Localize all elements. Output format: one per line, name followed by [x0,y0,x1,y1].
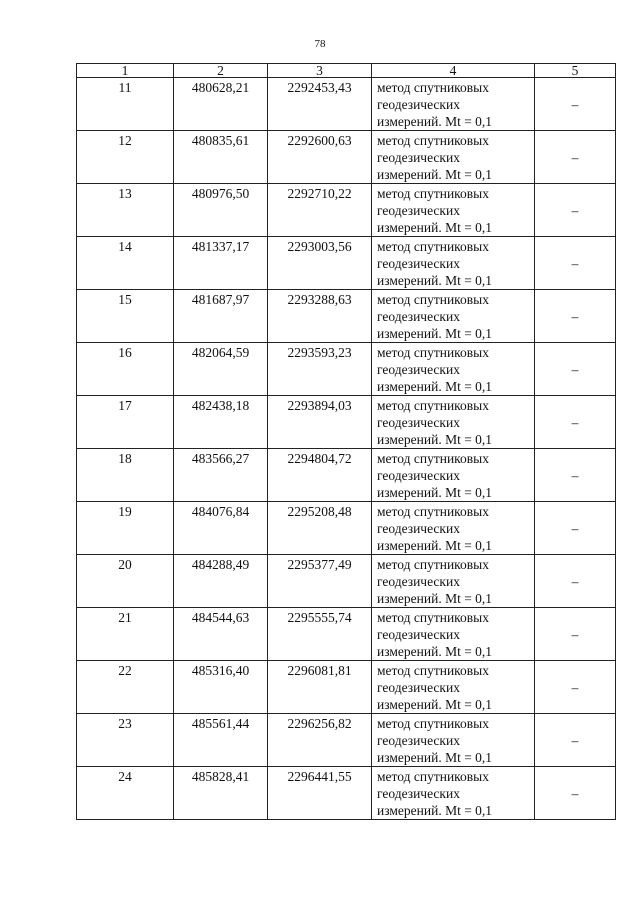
method-cell [372,343,535,396]
table-row [77,131,616,184]
x-coordinate-cell: 483566,27 [174,449,268,502]
point-number-cell: 12 [77,131,174,184]
table-row [77,290,616,343]
coordinates-table [76,63,616,820]
point-number-cell: 19 [77,502,174,555]
note-cell: – [535,661,616,714]
y-coordinate-cell: 2296256,82 [268,714,372,767]
point-number-cell: 21 [77,608,174,661]
note-cell: – [535,714,616,767]
x-coordinate-cell: 485561,44 [174,714,268,767]
header-col-3: 3 [268,64,372,78]
table-row [77,449,616,502]
y-coordinate-cell: 2293003,56 [268,237,372,290]
method-text-line: измерений. Mt = 0,1 [377,644,493,659]
method-text-line: метод спутниковых [377,769,489,784]
table-row [77,767,616,820]
table-row [77,343,616,396]
method-cell [372,555,535,608]
point-number-cell: 13 [77,184,174,237]
y-coordinate-cell: 2295377,49 [268,555,372,608]
method-text-line: метод спутниковых [377,186,489,201]
table-row [77,78,616,131]
method-text-line: метод спутниковых [377,557,489,572]
method-cell [372,78,535,131]
method-text-line: метод спутниковых [377,398,489,413]
method-text-line: геодезических [377,733,460,748]
method-text-line: геодезических [377,150,460,165]
point-number-cell: 20 [77,555,174,608]
y-coordinate-cell: 2293894,03 [268,396,372,449]
x-coordinate-cell: 480976,50 [174,184,268,237]
method-cell [372,131,535,184]
note-cell: – [535,449,616,502]
y-coordinate-cell: 2292453,43 [268,78,372,131]
page-number: 78 [314,38,326,50]
note-cell: – [535,131,616,184]
x-coordinate-cell: 481687,97 [174,290,268,343]
header-row [77,64,616,78]
method-text-line: измерений. Mt = 0,1 [377,485,493,500]
method-cell [372,661,535,714]
note-cell: – [535,767,616,820]
method-text-line: геодезических [377,256,460,271]
method-text-line: измерений. Mt = 0,1 [377,273,493,288]
y-coordinate-cell: 2296081,81 [268,661,372,714]
method-text-line: измерений. Mt = 0,1 [377,326,493,341]
method-text-line: метод спутниковых [377,451,489,466]
header-col-1: 1 [77,64,174,78]
table-header [77,64,616,78]
note-cell: – [535,502,616,555]
method-text-line: метод спутниковых [377,292,489,307]
table-body [77,78,616,820]
y-coordinate-cell: 2292710,22 [268,184,372,237]
method-text-line: измерений. Mt = 0,1 [377,432,493,447]
method-cell [372,767,535,820]
method-text-line: метод спутниковых [377,345,489,360]
method-cell [372,449,535,502]
method-text-line: измерений. Mt = 0,1 [377,697,493,712]
header-col-5: 5 [535,64,616,78]
x-coordinate-cell: 481337,17 [174,237,268,290]
y-coordinate-cell: 2293288,63 [268,290,372,343]
table-row [77,184,616,237]
y-coordinate-cell: 2294804,72 [268,449,372,502]
x-coordinate-cell: 485316,40 [174,661,268,714]
method-text-line: геодезических [377,627,460,642]
x-coordinate-cell: 480835,61 [174,131,268,184]
method-text-line: метод спутниковых [377,610,489,625]
method-cell [372,714,535,767]
method-text-line: метод спутниковых [377,504,489,519]
point-number-cell: 24 [77,767,174,820]
header-col-4: 4 [372,64,535,78]
x-coordinate-cell: 482064,59 [174,343,268,396]
method-text-line: геодезических [377,362,460,377]
point-number-cell: 22 [77,661,174,714]
method-text-line: метод спутниковых [377,663,489,678]
method-text-line: измерений. Mt = 0,1 [377,379,493,394]
point-number-cell: 23 [77,714,174,767]
x-coordinate-cell: 484076,84 [174,502,268,555]
method-text-line: метод спутниковых [377,133,489,148]
method-text-line: измерений. Mt = 0,1 [377,538,493,553]
point-number-cell: 11 [77,78,174,131]
table-row [77,661,616,714]
method-text-line: измерений. Mt = 0,1 [377,591,493,606]
y-coordinate-cell: 2293593,23 [268,343,372,396]
method-cell [372,237,535,290]
method-text-line: геодезических [377,203,460,218]
table-row [77,714,616,767]
note-cell: – [535,237,616,290]
method-text-line: геодезических [377,97,460,112]
method-text-line: измерений. Mt = 0,1 [377,750,493,765]
x-coordinate-cell: 480628,21 [174,78,268,131]
y-coordinate-cell: 2295208,48 [268,502,372,555]
method-text-line: геодезических [377,574,460,589]
x-coordinate-cell: 482438,18 [174,396,268,449]
method-text-line: измерений. Mt = 0,1 [377,167,493,182]
method-text-line: измерений. Mt = 0,1 [377,220,493,235]
method-text-line: метод спутниковых [377,80,489,95]
method-cell [372,290,535,343]
table-row [77,502,616,555]
y-coordinate-cell: 2296441,55 [268,767,372,820]
point-number-cell: 15 [77,290,174,343]
table-row [77,237,616,290]
method-text-line: геодезических [377,468,460,483]
point-number-cell: 18 [77,449,174,502]
header-col-2: 2 [174,64,268,78]
method-text-line: геодезических [377,309,460,324]
method-text-line: метод спутниковых [377,716,489,731]
method-cell [372,502,535,555]
x-coordinate-cell: 484544,63 [174,608,268,661]
note-cell: – [535,184,616,237]
point-number-cell: 17 [77,396,174,449]
point-number-cell: 16 [77,343,174,396]
y-coordinate-cell: 2295555,74 [268,608,372,661]
note-cell: – [535,608,616,661]
x-coordinate-cell: 484288,49 [174,555,268,608]
method-text-line: измерений. Mt = 0,1 [377,803,493,818]
note-cell: – [535,290,616,343]
method-cell [372,396,535,449]
method-cell [372,184,535,237]
method-text-line: геодезических [377,415,460,430]
table-row [77,608,616,661]
point-number-cell: 14 [77,237,174,290]
note-cell: – [535,555,616,608]
y-coordinate-cell: 2292600,63 [268,131,372,184]
note-cell: – [535,343,616,396]
method-text-line: геодезических [377,521,460,536]
table-row [77,555,616,608]
method-text-line: геодезических [377,680,460,695]
method-text-line: измерений. Mt = 0,1 [377,114,493,129]
x-coordinate-cell: 485828,41 [174,767,268,820]
note-cell: – [535,78,616,131]
method-text-line: метод спутниковых [377,239,489,254]
note-cell: – [535,396,616,449]
table-row [77,396,616,449]
method-text-line: геодезических [377,786,460,801]
method-cell [372,608,535,661]
